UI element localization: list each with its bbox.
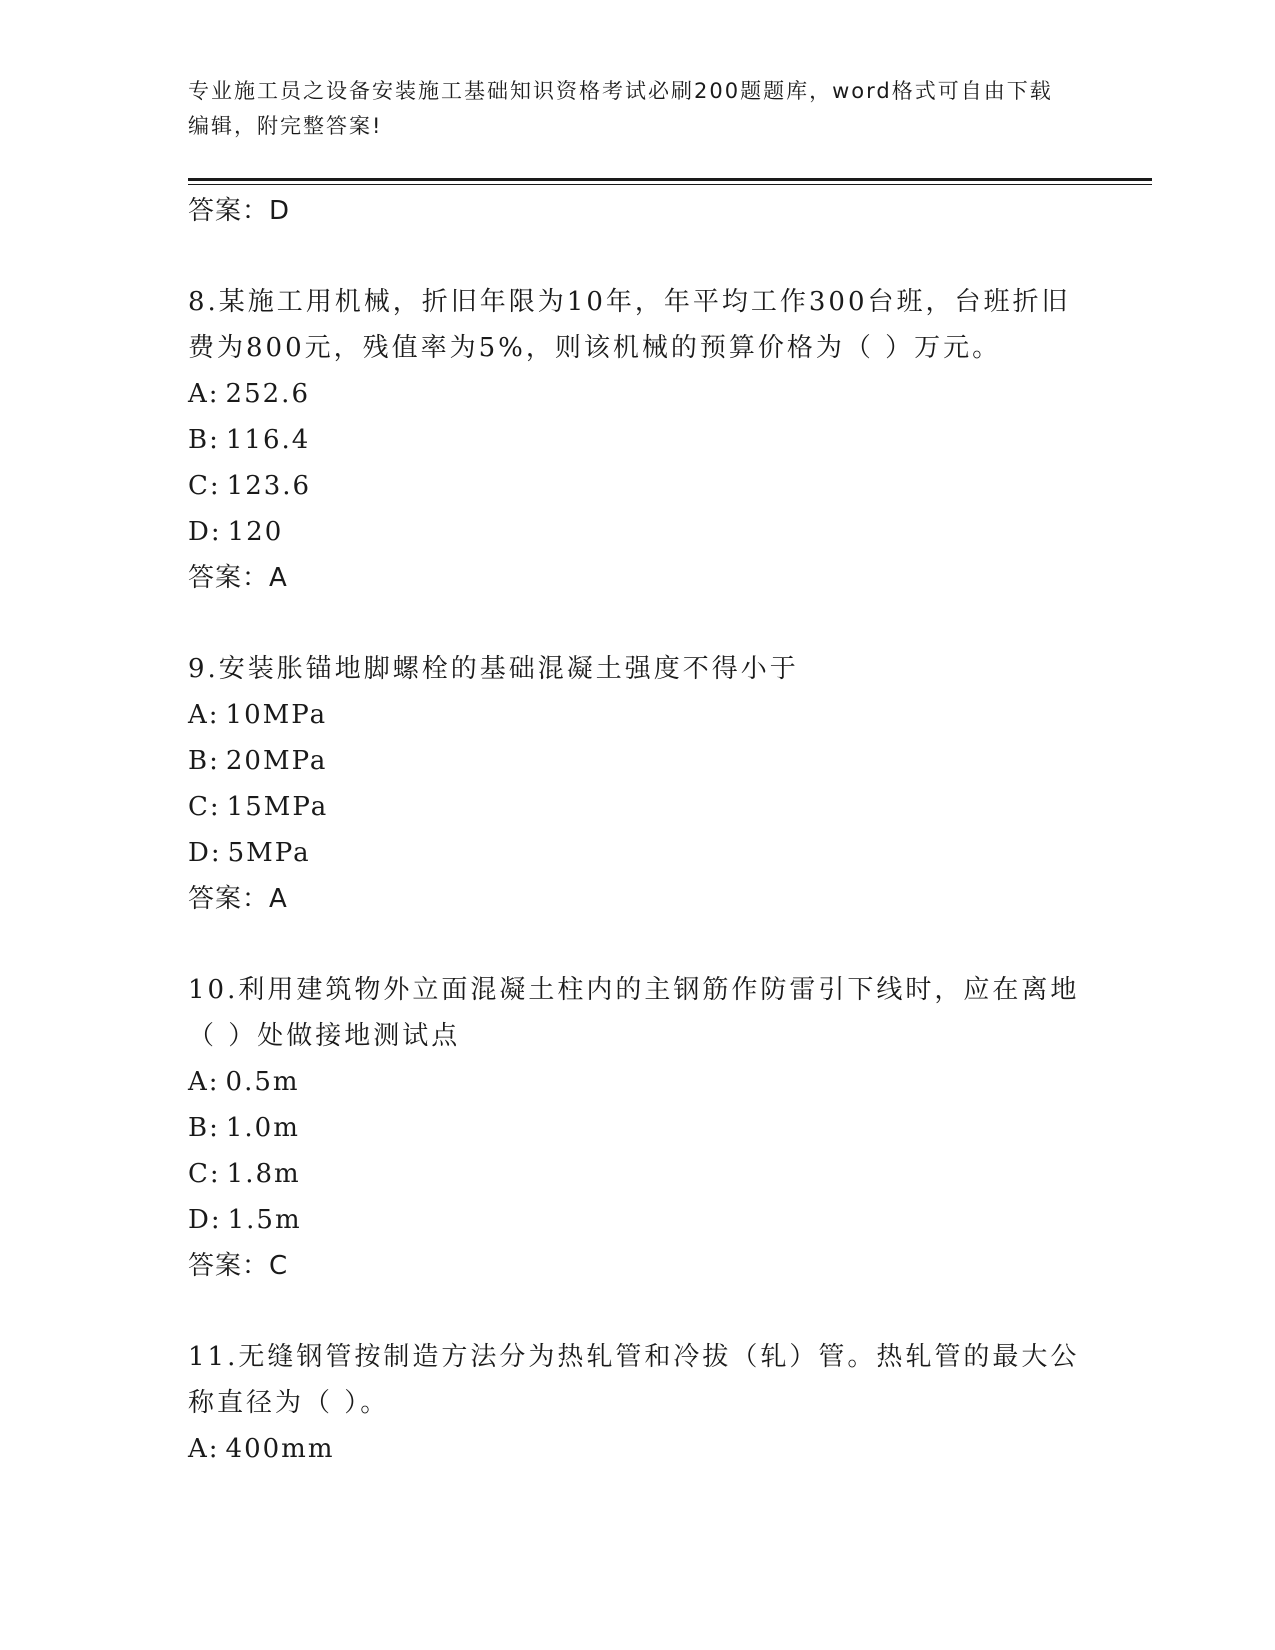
option-label: C: xyxy=(188,792,221,822)
header-rule-thick xyxy=(188,178,1152,181)
option-a xyxy=(188,371,1088,417)
option-label: A: xyxy=(188,379,220,409)
option-label: A: xyxy=(188,700,220,730)
question-8 xyxy=(188,279,1088,601)
option-value: 1.8m xyxy=(226,1159,301,1189)
document-body xyxy=(188,188,1088,1472)
option-value: 0.5m xyxy=(225,1067,300,1097)
answer-line: 答案：A xyxy=(188,884,288,914)
option-a xyxy=(188,1426,1088,1472)
option-label: C: xyxy=(188,1159,221,1189)
option-value: 1.5m xyxy=(227,1205,302,1235)
option-label: A: xyxy=(188,1067,220,1097)
option-value: 10MPa xyxy=(225,700,328,730)
option-value: 116.4 xyxy=(225,425,311,455)
option-value: 123.6 xyxy=(226,471,312,501)
option-b xyxy=(188,1105,1088,1151)
option-value: 5MPa xyxy=(227,838,311,868)
answer-line: 答案：D xyxy=(188,196,291,226)
option-label: D: xyxy=(188,517,222,547)
option-value: 15MPa xyxy=(226,792,329,822)
option-a xyxy=(188,692,1088,738)
option-label: B: xyxy=(188,746,220,776)
option-label: C: xyxy=(188,471,221,501)
option-c xyxy=(188,463,1088,509)
header-rule-thin xyxy=(188,184,1152,185)
option-c xyxy=(188,784,1088,830)
option-label: B: xyxy=(188,1113,220,1143)
option-label: D: xyxy=(188,1205,222,1235)
option-value: 252.6 xyxy=(225,379,310,409)
option-value: 400mm xyxy=(225,1434,335,1464)
answer-line: 答案：C xyxy=(188,1251,289,1281)
question-stem: 10.利用建筑物外立面混凝土柱内的主钢筋作防雷引下线时，应在离地（ ）处做接地测试点 xyxy=(188,975,1080,1051)
option-b xyxy=(188,738,1088,784)
option-c xyxy=(188,1151,1088,1197)
option-label: A: xyxy=(188,1434,220,1464)
document-header: 专业施工员之设备安装施工基础知识资格考试必刷200题题库，word格式可自由下载编辑，附完整答案! xyxy=(188,79,1053,138)
option-label: D: xyxy=(188,838,222,868)
option-a xyxy=(188,1059,1088,1105)
option-b xyxy=(188,417,1088,463)
option-d xyxy=(188,1197,1088,1243)
option-value: 120 xyxy=(227,517,284,547)
question-stem: 8.某施工用机械，折旧年限为10年，年平均工作300台班，台班折旧费为800元，残值率为5%，则该机械的预算价格为（ ）万元。 xyxy=(188,287,1071,363)
question-stem: 9.安装胀锚地脚螺栓的基础混凝土强度不得小于 xyxy=(188,654,799,684)
question-stem: 11.无缝钢管按制造方法分为热轧管和冷拔（轧）管。热轧管的最大公称直径为（ ）。 xyxy=(188,1342,1080,1418)
question-10 xyxy=(188,967,1088,1289)
option-d xyxy=(188,509,1088,555)
option-label: B: xyxy=(188,425,220,455)
question-11 xyxy=(188,1334,1088,1472)
answer-line: 答案：A xyxy=(188,563,288,593)
option-value: 1.0m xyxy=(225,1113,300,1143)
option-d xyxy=(188,830,1088,876)
option-value: 20MPa xyxy=(225,746,328,776)
question-9 xyxy=(188,646,1088,922)
